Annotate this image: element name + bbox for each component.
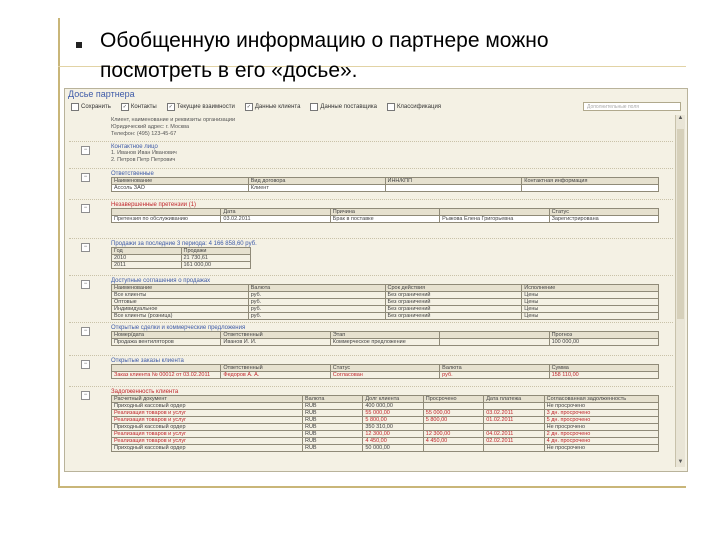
table-row[interactable] xyxy=(112,262,251,269)
table-cell: Цены xyxy=(522,306,659,313)
managers-table xyxy=(111,177,659,192)
column-header: Долг клиента xyxy=(363,396,423,403)
table-cell: 12 300,00 xyxy=(423,431,483,438)
toolbar-item[interactable] xyxy=(167,103,235,111)
column-header: Номер/дата xyxy=(112,332,221,339)
table-cell: Оптовые xyxy=(112,299,249,306)
table-cell: руб. xyxy=(248,299,385,306)
toolbar-label: Текущие взаимности xyxy=(176,104,235,110)
table-cell: RUB xyxy=(302,417,362,424)
column-header: Этап xyxy=(330,332,439,339)
table-cell: Федоров А. А. xyxy=(221,372,330,379)
table-cell: Приходный кассовый ордер xyxy=(112,445,303,452)
header-line: Юридический адрес: г. Москва xyxy=(111,124,190,130)
table-row[interactable] xyxy=(112,292,659,299)
table-cell: 55 000,00 xyxy=(363,410,423,417)
table-cell: Реализация товаров и услуг xyxy=(112,417,303,424)
table-cell: 50 000,00 xyxy=(363,445,423,452)
collapse-toggle-icon[interactable]: − xyxy=(81,280,90,289)
column-header: Причина xyxy=(330,209,439,216)
toolbar-label: Данные клиента xyxy=(254,104,301,110)
table-cell: Реализация товаров и услуг xyxy=(112,410,303,417)
slide-frame-bottom xyxy=(58,486,686,488)
section-title: Незавершенные претензии (1) xyxy=(111,202,197,208)
table-row[interactable] xyxy=(112,445,659,452)
section-title: Открытые сделки и коммерческие предложения xyxy=(111,325,246,331)
table-cell: Без ограничений xyxy=(385,306,522,313)
table-cell: Без ограничений xyxy=(385,299,522,306)
section-title: Доступные соглашения о продажах xyxy=(111,278,211,284)
table-cell: Брак в поставке xyxy=(330,216,439,223)
table-cell: руб. xyxy=(248,292,385,299)
contact-line: 2. Петров Петр Петрович xyxy=(111,157,176,163)
table-cell: Цены xyxy=(522,292,659,299)
table-cell: руб. xyxy=(248,313,385,320)
table-cell xyxy=(423,403,483,410)
deals-table xyxy=(111,331,659,346)
table-cell: Все клиенты xyxy=(112,292,249,299)
checkbox-icon[interactable] xyxy=(310,103,318,111)
table-cell: Зарегистрирована xyxy=(549,216,658,223)
contact-line: 1. Иванов Иван Иванович xyxy=(111,150,177,156)
table-cell xyxy=(423,424,483,431)
table-row[interactable] xyxy=(112,255,251,262)
table-cell: 2011 xyxy=(112,262,182,269)
table-cell: Коммерческое предложение xyxy=(330,339,439,346)
table-cell: RUB xyxy=(302,438,362,445)
collapse-toggle-icon[interactable]: − xyxy=(81,360,90,369)
table-row[interactable] xyxy=(112,306,659,313)
debts-table xyxy=(111,395,659,452)
column-header: Валюта xyxy=(440,365,549,372)
slide-frame-left xyxy=(58,18,60,488)
column-header: Прогноз xyxy=(549,332,658,339)
table-cell: Не просрочено xyxy=(544,424,658,431)
toolbar-label: Сохранить xyxy=(81,104,111,110)
table-cell: 21 730,61 xyxy=(181,255,251,262)
section-contacts xyxy=(69,142,673,169)
column-header: Год xyxy=(112,248,182,255)
checkbox-icon[interactable]: ✓ xyxy=(246,104,251,110)
column-header: Просрочено xyxy=(423,396,483,403)
table-cell: 2010 xyxy=(112,255,182,262)
section-title: Контактное лицо xyxy=(111,144,158,150)
bullet-marker xyxy=(76,42,82,48)
table-cell: Ассоль ЗАО xyxy=(112,185,249,192)
table-cell: 5 дн. просрочено xyxy=(544,417,658,424)
slide-text: Обобщенную информацию о партнере можно посмотреть в его «досье». xyxy=(100,29,549,82)
sales-table xyxy=(111,247,251,269)
column-header xyxy=(112,365,221,372)
column-header: Сумма xyxy=(549,365,658,372)
table-row[interactable] xyxy=(112,372,659,379)
table-cell: Претензия по обслуживанию xyxy=(112,216,221,223)
header-line: Телефон: (495) 123-45-67 xyxy=(111,131,177,137)
toolbar-label: Классификация xyxy=(396,104,442,110)
table-row[interactable] xyxy=(112,431,659,438)
toolbar-item[interactable] xyxy=(71,103,111,111)
table-cell xyxy=(522,185,659,192)
table-cell xyxy=(484,424,544,431)
table-cell: 4 450,00 xyxy=(423,438,483,445)
section-agreements xyxy=(69,276,673,323)
table-cell: руб. xyxy=(248,306,385,313)
table-cell: Не просрочено xyxy=(544,445,658,452)
table-cell: Индивидуальное xyxy=(112,306,249,313)
window-title: Досье партнера xyxy=(68,89,135,99)
column-header: Дата xyxy=(221,209,330,216)
table-cell: Клиент xyxy=(248,185,385,192)
column-header: Вид договора xyxy=(248,178,385,185)
table-cell: RUB xyxy=(302,431,362,438)
table-cell: 400 000,00 xyxy=(363,403,423,410)
complaints-table xyxy=(111,208,659,223)
section-orders xyxy=(69,356,673,387)
table-cell: Приходный кассовый ордер xyxy=(112,424,303,431)
toolbar-label: Данные поставщика xyxy=(320,104,377,110)
column-header: Исполнение xyxy=(522,285,659,292)
table-cell: Реализация товаров и услуг xyxy=(112,438,303,445)
table-row[interactable] xyxy=(112,313,659,320)
section-debts xyxy=(69,387,673,472)
toolbar-item[interactable] xyxy=(310,103,377,111)
column-header: Ответственный xyxy=(221,332,330,339)
column-header: Продажи xyxy=(181,248,251,255)
column-header: Валюта xyxy=(302,396,362,403)
table-cell: 55 000,00 xyxy=(423,410,483,417)
table-cell: 2 дн. просрочено xyxy=(544,431,658,438)
column-header: Статус xyxy=(330,365,439,372)
table-cell: Реализация товаров и услуг xyxy=(112,431,303,438)
table-cell: Продажа вентиляторов xyxy=(112,339,221,346)
section-header xyxy=(69,115,673,142)
checkbox-icon[interactable]: ✓ xyxy=(122,104,127,110)
section-deals xyxy=(69,323,673,356)
table-cell: RUB xyxy=(302,424,362,431)
column-header: Наименование xyxy=(112,285,249,292)
table-cell: 100 000,00 xyxy=(549,339,658,346)
toolbar-item[interactable] xyxy=(245,103,301,111)
table-cell: Без ограничений xyxy=(385,313,522,320)
agreements-table xyxy=(111,284,659,320)
table-cell xyxy=(423,445,483,452)
scroll-down-icon[interactable]: ▼ xyxy=(677,459,684,465)
table-row[interactable] xyxy=(112,339,659,346)
table-cell: 5 800,00 xyxy=(363,417,423,424)
table-cell: Согласован xyxy=(330,372,439,379)
collapse-toggle-icon[interactable]: − xyxy=(81,173,90,182)
checkbox-icon[interactable] xyxy=(71,103,79,111)
section-title: Ответственные xyxy=(111,171,154,177)
table-cell: RUB xyxy=(302,403,362,410)
collapse-toggle-icon[interactable]: − xyxy=(81,204,90,213)
additional-fields-button[interactable]: Дополнительные поля xyxy=(583,102,681,111)
toolbar-label: Контакты xyxy=(130,104,157,110)
table-cell: 4 450,00 xyxy=(363,438,423,445)
scroll-up-icon[interactable]: ▲ xyxy=(677,115,684,121)
dossier-window xyxy=(64,88,688,472)
table-cell: 161 000,00 xyxy=(181,262,251,269)
column-header xyxy=(440,209,549,216)
table-cell: руб. xyxy=(440,372,549,379)
table-cell: Приходный кассовый ордер xyxy=(112,403,303,410)
table-cell xyxy=(484,403,544,410)
column-header: Валюта xyxy=(248,285,385,292)
header-line: Клиент, наименование и реквизиты организации xyxy=(111,117,236,123)
table-cell: Не просрочено xyxy=(544,403,658,410)
table-cell: 350 310,00 xyxy=(363,424,423,431)
table-row[interactable] xyxy=(112,299,659,306)
column-header: Согласованная задолженность xyxy=(544,396,658,403)
vertical-scrollbar[interactable] xyxy=(675,115,685,467)
table-cell: Без ограничений xyxy=(385,292,522,299)
table-cell: 158 110,00 xyxy=(549,372,658,379)
column-header: Дата платежа xyxy=(484,396,544,403)
table-cell: RUB xyxy=(302,445,362,452)
table-cell: 4 дн. просрочено xyxy=(544,438,658,445)
table-cell: Цены xyxy=(522,313,659,320)
dossier-content xyxy=(69,115,673,472)
table-cell: Все клиенты (розница) xyxy=(112,313,249,320)
collapse-toggle-icon[interactable]: − xyxy=(81,327,90,336)
column-header: Наименование xyxy=(112,178,249,185)
table-row[interactable] xyxy=(112,410,659,417)
column-header: Ответственный xyxy=(221,365,330,372)
table-cell: 5 800,00 xyxy=(423,417,483,424)
column-header: Контактная информация xyxy=(522,178,659,185)
table-cell xyxy=(440,339,549,346)
table-cell: Иванов И. И. xyxy=(221,339,330,346)
table-row[interactable] xyxy=(112,403,659,410)
collapse-toggle-icon[interactable]: − xyxy=(81,391,90,400)
section-managers xyxy=(69,169,673,200)
table-cell: 03.02.2011 xyxy=(221,216,330,223)
table-cell: 3 дн. просрочено xyxy=(544,410,658,417)
column-header: Расчетный документ xyxy=(112,396,303,403)
collapse-toggle-icon[interactable]: − xyxy=(81,243,90,252)
checkbox-icon[interactable]: ✓ xyxy=(168,104,173,110)
column-header: Срок действия xyxy=(385,285,522,292)
scroll-thumb[interactable] xyxy=(677,129,684,319)
table-row[interactable] xyxy=(112,185,659,192)
table-cell xyxy=(385,185,522,192)
column-header: Статус xyxy=(549,209,658,216)
table-cell: Рыжова Елена Григорьевна xyxy=(440,216,549,223)
table-row[interactable] xyxy=(112,424,659,431)
orders-table xyxy=(111,364,659,379)
table-row[interactable] xyxy=(112,438,659,445)
checkbox-icon[interactable] xyxy=(387,103,395,111)
column-header: ИНН/КПП xyxy=(385,178,522,185)
column-header xyxy=(440,332,549,339)
toolbar-item[interactable] xyxy=(121,103,157,111)
table-cell: 04.02.2011 xyxy=(484,431,544,438)
toolbar-item[interactable] xyxy=(387,103,441,111)
section-title: Задолженность клиента xyxy=(111,389,179,395)
table-cell: Цены xyxy=(522,299,659,306)
section-complaints xyxy=(69,200,673,239)
table-row[interactable] xyxy=(112,417,659,424)
table-cell: 03.02.2011 xyxy=(484,410,544,417)
table-cell: 01.02.2011 xyxy=(484,417,544,424)
section-title: Продажи за последние 3 периода: 4 166 858,60 руб. xyxy=(111,241,257,247)
table-row[interactable] xyxy=(112,216,659,223)
section-sales xyxy=(69,239,673,276)
table-cell: 02.02.2011 xyxy=(484,438,544,445)
table-cell: 12 300,00 xyxy=(363,431,423,438)
section-title: Открытые заказы клиента xyxy=(111,358,184,364)
table-cell: RUB xyxy=(302,410,362,417)
collapse-toggle-icon[interactable]: − xyxy=(81,146,90,155)
column-header xyxy=(112,209,221,216)
table-cell: Заказ клиента № 00012 от 03.02.2011 xyxy=(112,372,221,379)
table-cell xyxy=(484,445,544,452)
